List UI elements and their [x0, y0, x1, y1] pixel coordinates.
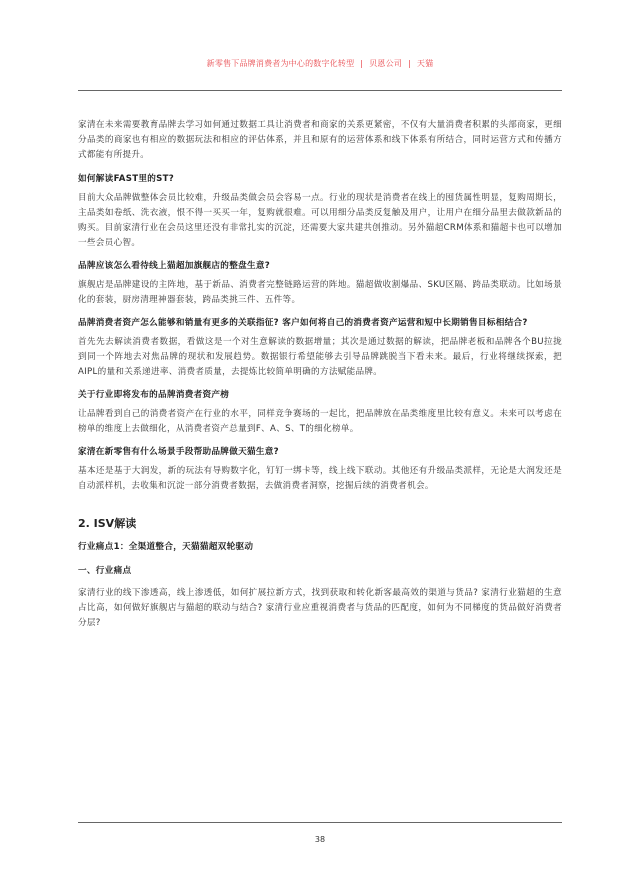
question-heading: 品牌应该怎么看待线上猫超加旗舰店的整盘生意? [78, 261, 271, 271]
header-company: 贝恩公司 [369, 59, 402, 68]
pain-point-heading: 行业痛点1：全渠道整合，天猫猫超双轮驱动 [78, 542, 254, 552]
running-header [78, 58, 562, 69]
header-rule [78, 90, 562, 91]
answer-paragraph: 目前大众品牌做整体会员比较难，升级品类做会员会容易一点。行业的现状是消费者在线上的囤货属性明显，复购周期长，主品类如卷纸、洗衣液，恨不得一买买一年，复购就很难。可以用细分品类反复触及用户，让用户在细分品里去做款新品的购买。目前家清行业在会员这里还没有非常扎实的沉淀，还需要大家共建共创推动。另外猫超CRM体系和猫超卡也可以增加一些会员心智。 [78, 193, 562, 248]
answer-paragraph: 旗舰店是品牌建设的主阵地，基于新品、消费者完整链路运营的阵地。猫超做收割爆品、SKU区隔、跨品类联动。比如场景化的套装，厨房清理神器套装，跨品类挑三件、五件等。 [78, 280, 562, 305]
footer-rule [78, 822, 562, 823]
page-content [78, 118, 562, 631]
intro-paragraph: 家清在未来需要教育品牌去学习如何通过数据工具让消费者和商家的关系更紧密，不仅有大量消费者积累的头部商家，更细分品类的商家也有相应的数据玩法和相应的评估体系，并且和原有的运营体系和线下体系有所结合，同时运营方式和传播方式都能有所提升。 [78, 120, 562, 160]
question-heading: 如何解读FAST里的ST? [78, 174, 175, 184]
answer-paragraph: 首先先去解读消费者数据，看做这是一个对生意解读的数据增量；其次是通过数据的解读，把品牌老板和品牌各个BU拉拢到同一个阵地去对焦品牌的现状和发展趋势。数据银行希望能够去引导品牌跳脱当下看未来。最后，行业将继续探索，把AIPL的量和关系递进率、消费者质量，去提炼比较简单明确的方法赋能品牌。 [78, 337, 562, 377]
answer-paragraph: 让品牌看到自己的消费者资产在行业的水平，同样竞争赛场的一起比，把品牌放在品类维度里比较有意义。未来可以考虑在榜单的维度上去做细化，从消费者资产总量到F、A、S、T的细化榜单。 [78, 409, 562, 434]
question-heading: 品牌消费者资产怎么能够和销量有更多的关联指征? 客户如何将自己的消费者资产运营和短中长期销售目标相结合? [78, 318, 528, 328]
pain-point-paragraph: 家清行业的线下渗透高，线上渗透低，如何扩展拉新方式，找到获取和转化新客最高效的渠道与货品? 家清行业猫超的生意占比高，如何做好旗舰店与猫超的联动与结合? 家清行业应重视消费者与货品的匹配度，如何为不同梯度的货品做好消费者分层? [78, 588, 562, 628]
question-heading: 关于行业即将发布的品牌消费者资产榜 [78, 390, 230, 400]
header-partner: 天猫 [416, 59, 434, 68]
header-separator: | [408, 59, 411, 68]
header-title: 新零售下品牌消费者为中心的数字化转型 [206, 59, 355, 68]
page-number: 38 [314, 835, 326, 844]
header-separator: | [360, 59, 364, 68]
section-title: 2. ISV解读 [78, 517, 137, 530]
answer-paragraph: 基本还是基于大润发，新的玩法有导购数字化，钉钉一绑卡等，线上线下联动。其他还有升级品类派样，无论是大润发还是自动派样机，去收集和沉淀一部分消费者数据，去做消费者洞察，挖掘后续的消费者机会。 [78, 466, 562, 491]
subsection-heading: 一、行业痛点 [78, 566, 132, 576]
question-heading: 家清在新零售有什么场景手段帮助品牌做天猫生意? [78, 447, 279, 457]
